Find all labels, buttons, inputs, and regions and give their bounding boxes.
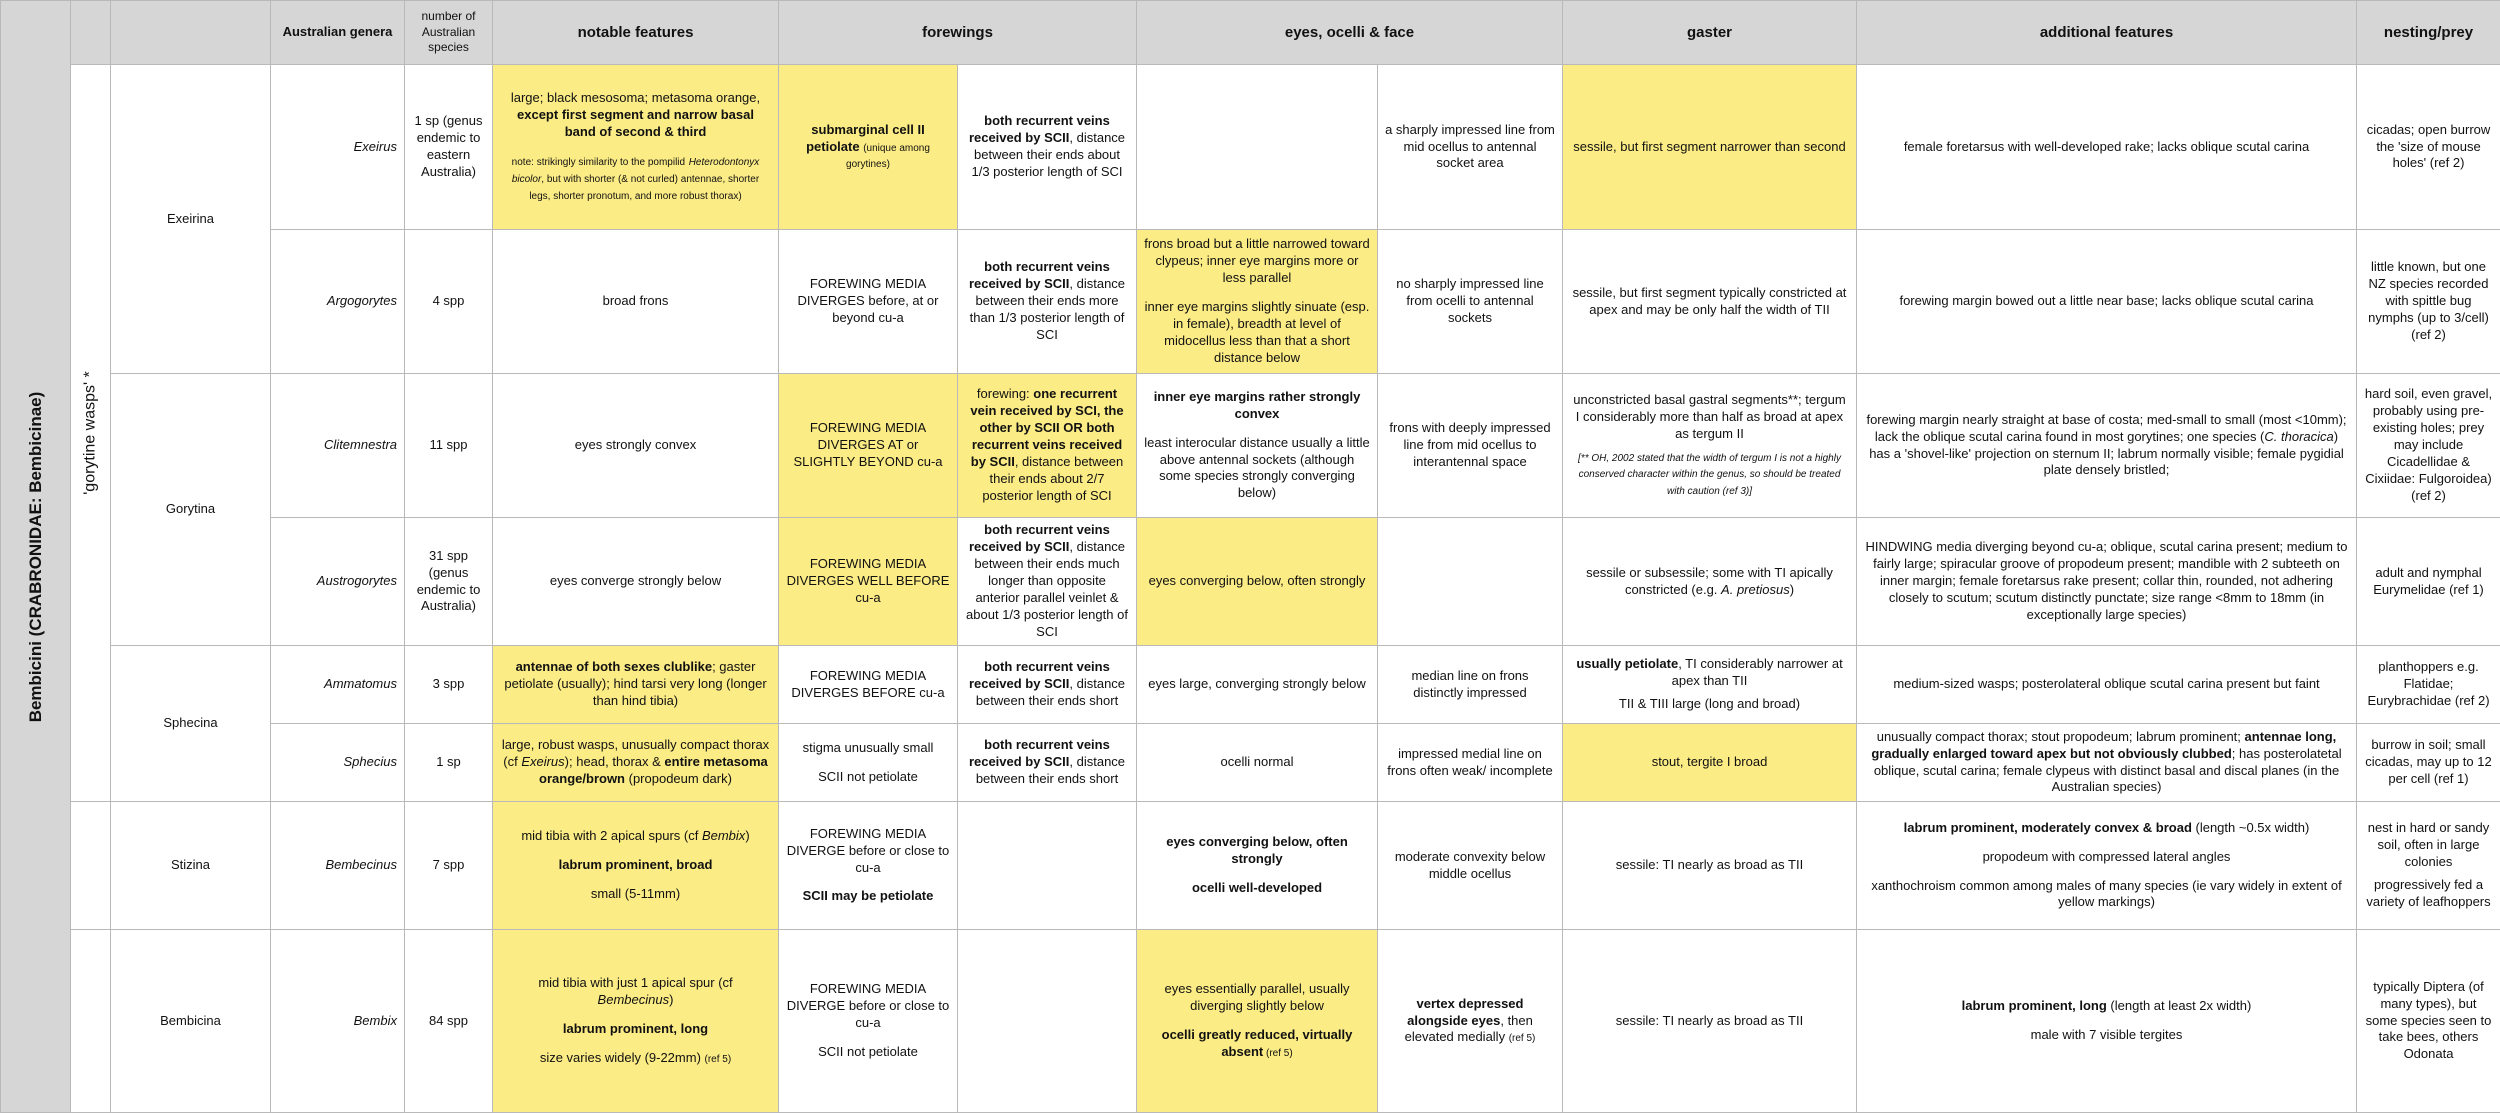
notable-exeirus: large; black mesosoma; metasoma orange, except first segment and narrow basal band of second & third note: strikingly similarity to the pompilid Heterodontonyx bicolor, but with shorter (& not curled) antennae, shorter legs, shorter pronotum, and more robust thorax) <box>493 65 779 230</box>
notable-sphecius: large, robust wasps, unusually compact thorax (cf Exeirus); head, thorax & entire metasoma orange/brown (propodeum dark) <box>493 724 779 802</box>
nesting-bembix: typically Diptera (of many types), but some species seen to take bees, others Odonata <box>2357 930 2500 1113</box>
gaster-ammatomus: usually petiolate, TI considerably narrower at apex than TII TII & TIII large (long and broad) <box>1563 646 1857 724</box>
species-bembix: 84 spp <box>405 930 493 1113</box>
header-additional: additional features <box>1857 1 2357 65</box>
notable-ammatomus: antennae of both sexes clublike; gaster petiolate (usually); hind tarsi very long (longer than hind tibia) <box>493 646 779 724</box>
header-blank-1 <box>71 1 111 65</box>
header-genera: Australian genera <box>271 1 405 65</box>
face-austrogorytes <box>1378 518 1563 646</box>
group-blank-bembecinus <box>71 802 111 930</box>
header-nesting: nesting/prey <box>2357 1 2500 65</box>
genus-bembecinus: Bembecinus <box>271 802 405 930</box>
eyes-austrogorytes: eyes converging below, often strongly <box>1137 518 1378 646</box>
genus-sphecius: Sphecius <box>271 724 405 802</box>
group-blank-bembix <box>71 930 111 1113</box>
genus-ammatomus: Ammatomus <box>271 646 405 724</box>
notable-argogorytes: broad frons <box>493 230 779 374</box>
species-exeirus: 1 sp (genus endemic to eastern Australia) <box>405 65 493 230</box>
notable-bembecinus: mid tibia with 2 apical spurs (cf Bembix) labrum prominent, broad small (5-11mm) <box>493 802 779 930</box>
nesting-austrogorytes: adult and nymphal Eurymelidae (ref 1) <box>2357 518 2500 646</box>
genus-exeirus: Exeirus <box>271 65 405 230</box>
table-row-clitemnestra <box>1 374 2500 518</box>
gaster-argogorytes: sessile, but first segment typically constricted at apex and may be only half the width of TII <box>1563 230 1857 374</box>
additional-austrogorytes: HINDWING media diverging beyond cu-a; oblique, scutal carina present; medium to fairly large; spiracular groove of propodeum present; mandible with 2 subteeth on inner margin; female foretarsus rake present; collar thin, rounded, not adhering closely to scutum; scutum distinctly punctate; size range <8mm to 18mm (in exceptionally large species) <box>1857 518 2357 646</box>
genus-argogorytes: Argogorytes <box>271 230 405 374</box>
notable-clitemnestra: eyes strongly convex <box>493 374 779 518</box>
face-argogorytes: no sharply impressed line from ocelli to antennal sockets <box>1378 230 1563 374</box>
forewing-media-sphecius: stigma unusually small SCII not petiolate <box>779 724 958 802</box>
gaster-clitemnestra: unconstricted basal gastral segments**; tergum I considerably more than half as broad at apex as tergum II [** OH, 2002 stated that the width of tergum I is not a highly conserved character within the genus, so should be treated with caution (ref 3)] <box>1563 374 1857 518</box>
face-sphecius: impressed medial line on frons often weak/ incomplete <box>1378 724 1563 802</box>
additional-argogorytes: forewing margin bowed out a little near base; lacks oblique scutal carina <box>1857 230 2357 374</box>
eyes-argogorytes: frons broad but a little narrowed toward clypeus; inner eye margins more or less parallel inner eye margins slightly sinuate (esp. in female), breadth at level of midocellus less than that a short distance below <box>1137 230 1378 374</box>
subtribe-bembicina: Bembicina <box>111 930 271 1113</box>
header-row <box>1 1 2500 65</box>
eyes-clitemnestra: inner eye margins rather strongly convex least interocular distance usually a little above antennal sockets (although some species strongly converging below) <box>1137 374 1378 518</box>
nesting-bembecinus: nest in hard or sandy soil, often in large colonies progressively fed a variety of leafhoppers <box>2357 802 2500 930</box>
additional-bembix: labrum prominent, long (length at least 2x width) male with 7 visible tergites <box>1857 930 2357 1113</box>
table-row-austrogorytes <box>1 518 2500 646</box>
forewing-media-ammatomus: FOREWING MEDIA DIVERGES BEFORE cu-a <box>779 646 958 724</box>
subtribe-sphecina: Sphecina <box>111 646 271 802</box>
additional-exeirus: female foretarsus with well-developed rake; lacks oblique scutal carina <box>1857 65 2357 230</box>
forewing-media-argogorytes: FOREWING MEDIA DIVERGES before, at or beyond cu-a <box>779 230 958 374</box>
subtribe-gorytina: Gorytina <box>111 374 271 646</box>
eyes-sphecius: ocelli normal <box>1137 724 1378 802</box>
face-bembecinus: moderate convexity below middle ocellus <box>1378 802 1563 930</box>
face-bembix: vertex depressed alongside eyes, then elevated medially (ref 5) <box>1378 930 1563 1113</box>
group-label: 'gorytine wasps' * <box>80 371 101 495</box>
header-forewings: forewings <box>779 1 1137 65</box>
header-notable: notable features <box>493 1 779 65</box>
species-clitemnestra: 11 spp <box>405 374 493 518</box>
forewing-media-bembecinus: FOREWING MEDIA DIVERGE before or close to cu-a SCII may be petiolate <box>779 802 958 930</box>
nesting-argogorytes: little known, but one NZ species recorded with spittle bug nymphs (up to 3/cell) (ref 2) <box>2357 230 2500 374</box>
species-austrogorytes: 31 spp (genus endemic to Australia) <box>405 518 493 646</box>
forewing-veins-bembix <box>958 930 1137 1113</box>
subtribe-exeirina: Exeirina <box>111 65 271 374</box>
forewing-veins-exeirus: both recurrent veins received by SCII, distance between their ends about 1/3 posterior length of SCI <box>958 65 1137 230</box>
eyes-ammatomus: eyes large, converging strongly below <box>1137 646 1378 724</box>
forewing-veins-austrogorytes: both recurrent veins received by SCII, distance between their ends much longer than opposite anterior parallel veinlet & about 1/3 posterior length of SCI <box>958 518 1137 646</box>
table-row-sphecius <box>1 724 2500 802</box>
gaster-sphecius: stout, tergite I broad <box>1563 724 1857 802</box>
additional-bembecinus: labrum prominent, moderately convex & broad (length ~0.5x width) propodeum with compressed lateral angles xanthochroism common among males of many species (ie vary widely in extent of yellow markings) <box>1857 802 2357 930</box>
group-label-cell <box>71 65 111 802</box>
eyes-bembix: eyes essentially parallel, usually diverging slightly below ocelli greatly reduced, virtually absent (ref 5) <box>1137 930 1378 1113</box>
gaster-bembecinus: sessile: TI nearly as broad as TII <box>1563 802 1857 930</box>
forewing-media-bembix: FOREWING MEDIA DIVERGE before or close to cu-a SCII not petiolate <box>779 930 958 1113</box>
table-row-argogorytes <box>1 230 2500 374</box>
forewing-veins-clitemnestra: forewing: one recurrent vein received by SCI, the other by SCII OR both recurrent veins received by SCII, distance between their ends about 2/7 posterior length of SCI <box>958 374 1137 518</box>
face-clitemnestra: frons with deeply impressed line from mid ocellus to interantennal space <box>1378 374 1563 518</box>
forewing-veins-argogorytes: both recurrent veins received by SCII, distance between their ends more than 1/3 posterior length of SCI <box>958 230 1137 374</box>
family-label: Bembicini (CRABRONIDAE: Bembicinae) <box>24 391 46 722</box>
subtribe-stizina: Stizina <box>111 802 271 930</box>
family-label-cell <box>1 1 71 1113</box>
notable-bembix: mid tibia with just 1 apical spur (cf Bembecinus) labrum prominent, long size varies widely (9-22mm) (ref 5) <box>493 930 779 1113</box>
forewing-media-austrogorytes: FOREWING MEDIA DIVERGES WELL BEFORE cu-a <box>779 518 958 646</box>
genus-bembix: Bembix <box>271 930 405 1113</box>
gaster-exeirus: sessile, but first segment narrower than second <box>1563 65 1857 230</box>
genus-austrogorytes: Austrogorytes <box>271 518 405 646</box>
eyes-exeirus <box>1137 65 1378 230</box>
nesting-ammatomus: planthoppers e.g. Flatidae; Eurybrachidae (ref 2) <box>2357 646 2500 724</box>
header-blank-2 <box>111 1 271 65</box>
forewing-veins-sphecius: both recurrent veins received by SCII, distance between their ends short <box>958 724 1137 802</box>
header-species: number of Australian species <box>405 1 493 65</box>
forewing-veins-bembecinus <box>958 802 1137 930</box>
table-row-ammatomus <box>1 646 2500 724</box>
species-sphecius: 1 sp <box>405 724 493 802</box>
header-gaster: gaster <box>1563 1 1857 65</box>
nesting-exeirus: cicadas; open burrow the 'size of mouse holes' (ref 2) <box>2357 65 2500 230</box>
forewing-veins-ammatomus: both recurrent veins received by SCII, distance between their ends short <box>958 646 1137 724</box>
gaster-austrogorytes: sessile or subsessile; some with TI apically constricted (e.g. A. pretiosus) <box>1563 518 1857 646</box>
species-argogorytes: 4 spp <box>405 230 493 374</box>
eyes-bembecinus: eyes converging below, often strongly ocelli well-developed <box>1137 802 1378 930</box>
header-eyes: eyes, ocelli & face <box>1137 1 1563 65</box>
forewing-media-clitemnestra: FOREWING MEDIA DIVERGES AT or SLIGHTLY BEYOND cu-a <box>779 374 958 518</box>
face-exeirus: a sharply impressed line from mid ocellus to antennal socket area <box>1378 65 1563 230</box>
gaster-bembix: sessile: TI nearly as broad as TII <box>1563 930 1857 1113</box>
table-row-exeirus <box>1 65 2500 230</box>
species-ammatomus: 3 spp <box>405 646 493 724</box>
genus-clitemnestra: Clitemnestra <box>271 374 405 518</box>
nesting-sphecius: burrow in soil; small cicadas, may up to 12 per cell (ref 1) <box>2357 724 2500 802</box>
face-ammatomus: median line on frons distinctly impressed <box>1378 646 1563 724</box>
additional-sphecius: unusually compact thorax; stout propodeum; labrum prominent; antennae long, gradually enlarged toward apex but not obviously clubbed; has posterolatetal oblique, scutal carina; female clypeus with distinct basal and discal planes (in the Australian species) <box>1857 724 2357 802</box>
additional-clitemnestra: forewing margin nearly straight at base of costa; med-small to small (most <10mm); lack the oblique scutal carina found in most gorytines; one species (C. thoracica) has a 'shovel-like' projection on sternum II; labrum normally visible; female pygidial plate densely bristled; <box>1857 374 2357 518</box>
forewing-media-exeirus: submarginal cell II petiolate (unique among gorytines) <box>779 65 958 230</box>
nesting-clitemnestra: hard soil, even gravel, probably using pre-existing holes; prey may include Cicadellidae & Cixiidae: Fulgoroidea) (ref 2) <box>2357 374 2500 518</box>
table-row-bembecinus <box>1 802 2500 930</box>
species-bembecinus: 7 spp <box>405 802 493 930</box>
additional-ammatomus: medium-sized wasps; posterolateral oblique scutal carina present but faint <box>1857 646 2357 724</box>
table-row-bembix <box>1 930 2500 1113</box>
notable-austrogorytes: eyes converge strongly below <box>493 518 779 646</box>
